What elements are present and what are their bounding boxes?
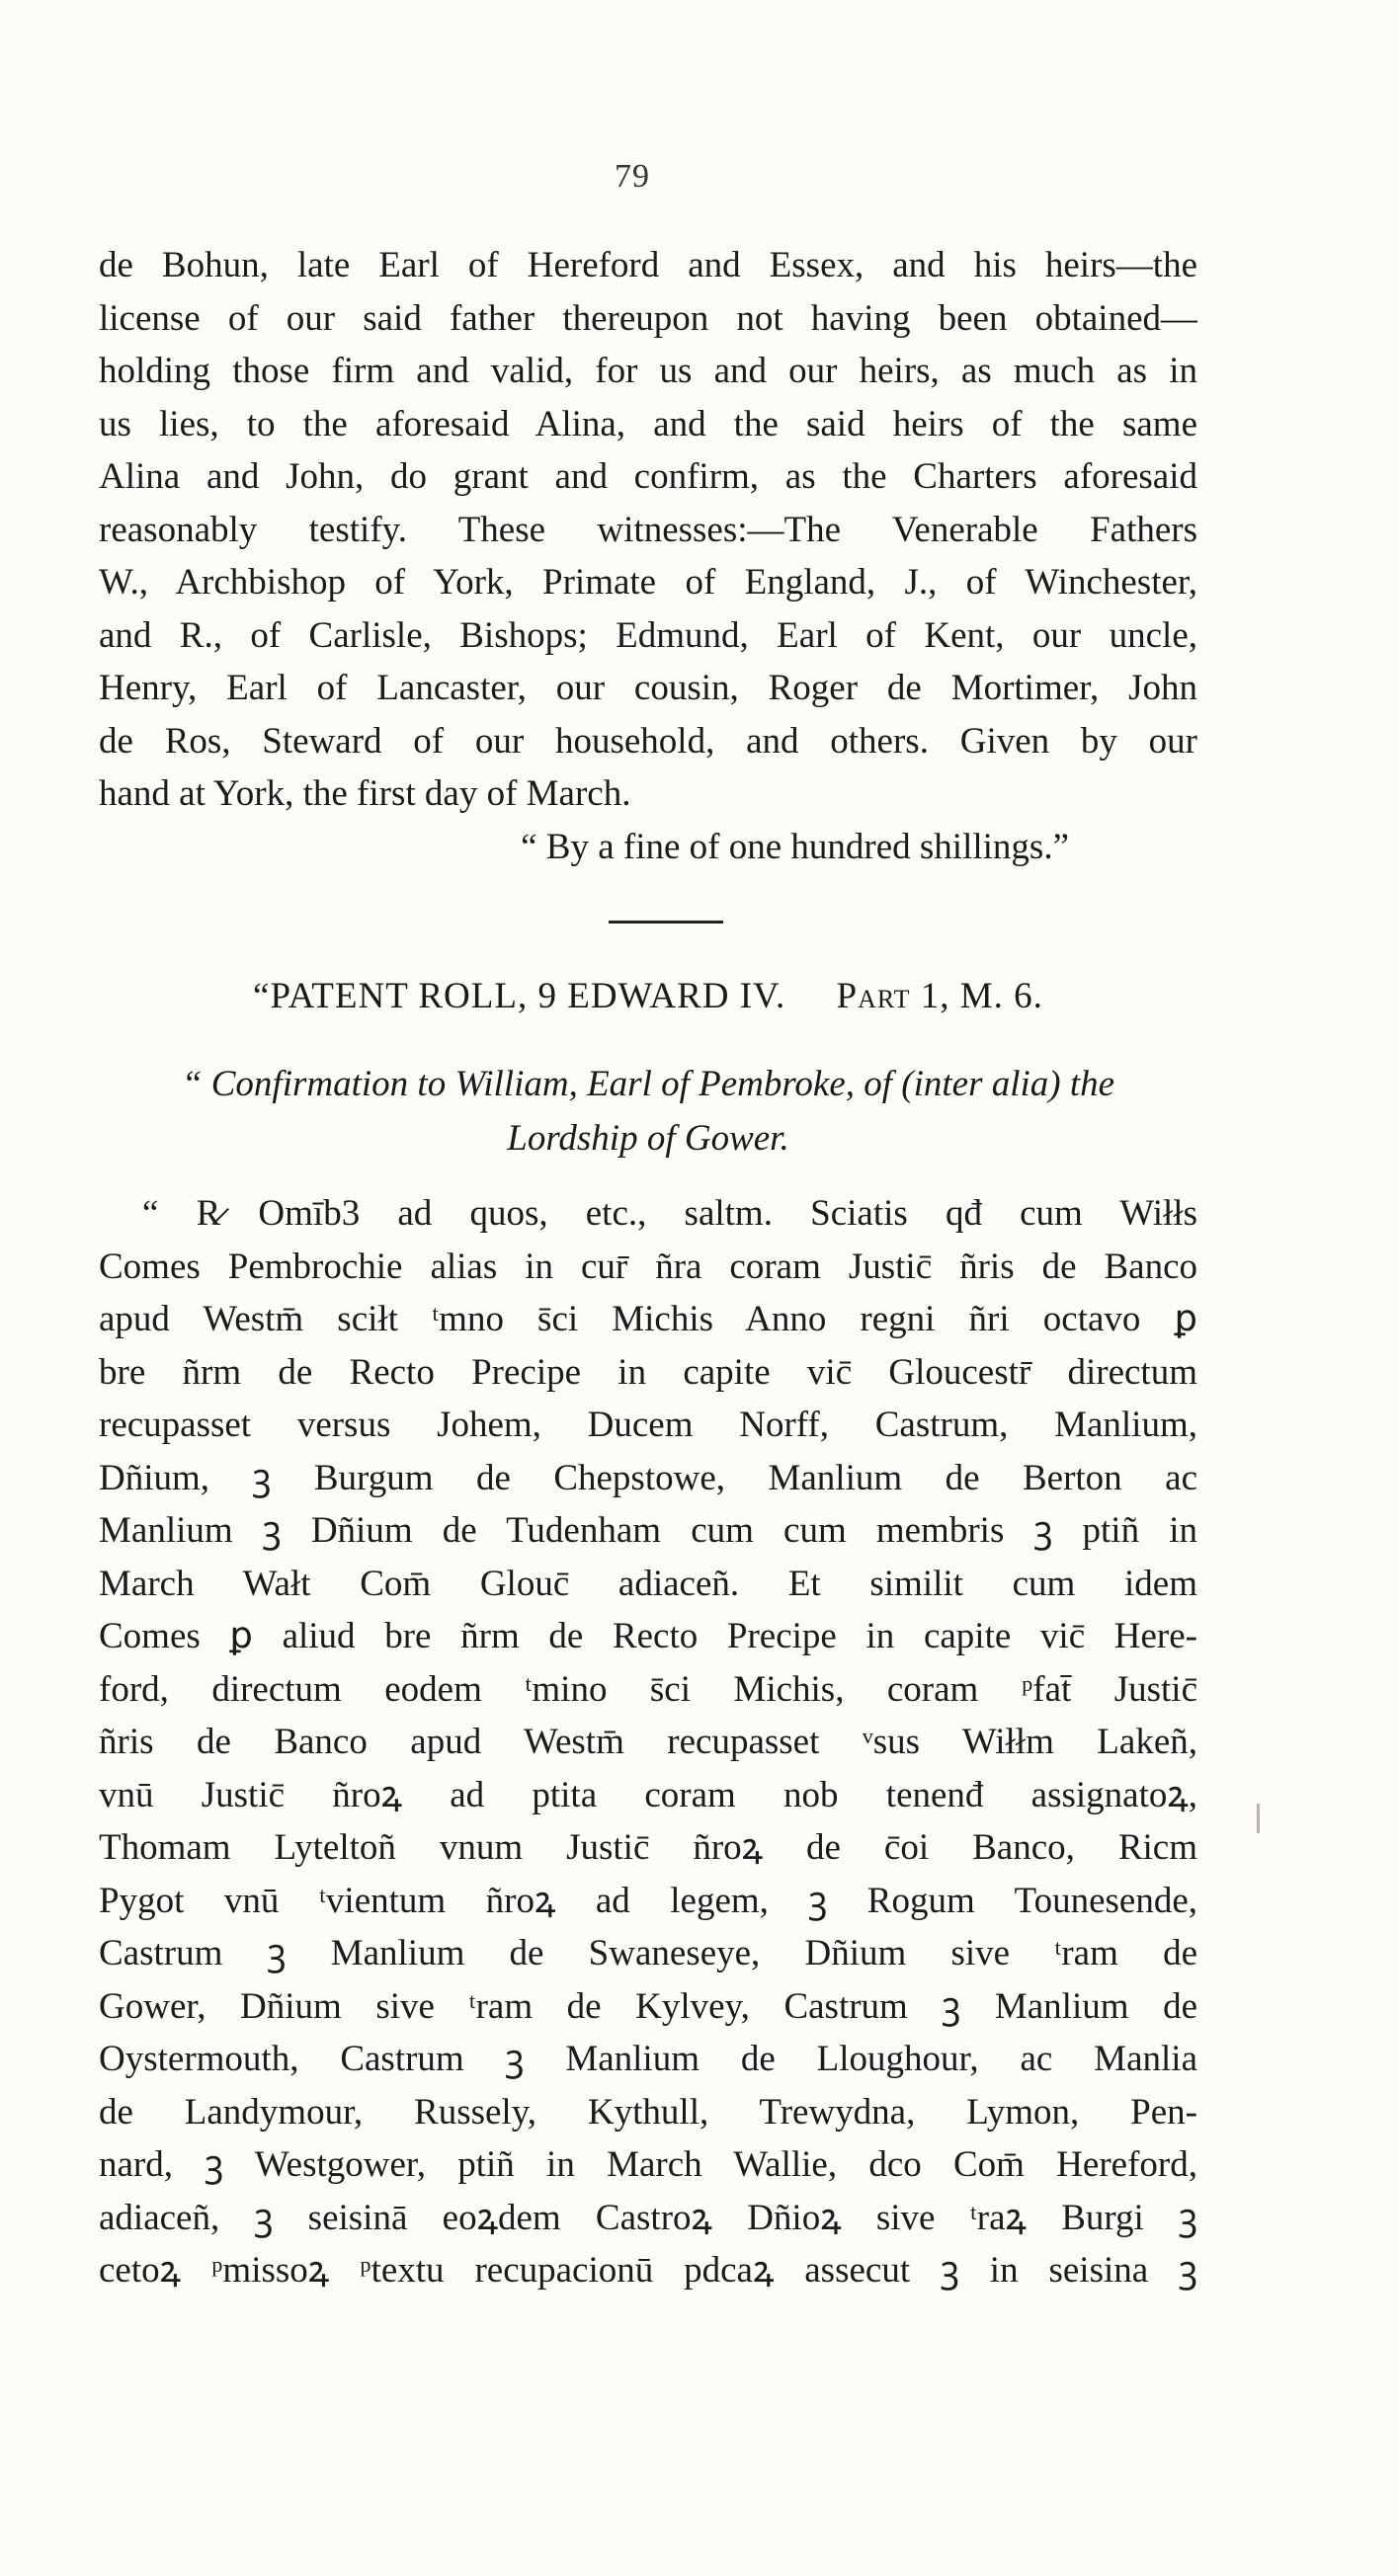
text-line: Thomam Lyteltoñ vnum Justic̄ ñroꝝ de c̄oi Banco, Ricm xyxy=(99,1827,1197,1868)
text-line: W., Archbishop of York, Primate of England, J., of Winchester, xyxy=(99,562,1197,603)
text-line: nard, ꝫ Westgower, ptiñ in March Wallie, dco Com̄ Hereford, xyxy=(99,2144,1197,2185)
text-line: Henry, Earl of Lancaster, our cousin, Roger de Mortimer, John xyxy=(99,668,1197,708)
section-subtitle xyxy=(99,1057,1197,1166)
text-line: Manlium ꝫ Dñium de Tudenham cum cum membris ꝫ ptiñ in xyxy=(99,1510,1197,1551)
text-line: license of our said father thereupon not having been obtained— xyxy=(99,297,1197,339)
text-line: de Bohun, late Earl of Hereford and Essex, and his heirs—the xyxy=(99,245,1197,285)
text-line: Dñium, ꝫ Burgum de Chepstowe, Manlium de Berton ac xyxy=(99,1457,1197,1498)
section-heading xyxy=(99,970,1197,1022)
section-divider xyxy=(609,921,723,924)
text-line: ford, directum eodem ᵗmino s̄ci Michis, coram ᵖfat̄ Justic̄ xyxy=(99,1668,1197,1710)
heading-part: Part 1, M. 6. xyxy=(836,976,1043,1016)
text-line: ñris de Banco apud Westm̄ recupasset ᵛsus Wiłłm Lakeñ, xyxy=(99,1722,1197,1762)
text-line: Oystermouth, Castrum ꝫ Manlium de Lloughour, ac Manlia xyxy=(99,2039,1197,2079)
closing-line: “ By a fine of one hundred shillings.” xyxy=(521,826,1069,867)
text-line: de Ros, Steward of our household, and others. Given by our xyxy=(99,720,1197,762)
paragraph-charter-confirmation xyxy=(99,239,1197,873)
text-line: vnū Justic̄ ñroꝝ ad ptita coram nob tenenđ assignatoꝝ, xyxy=(99,1774,1197,1815)
text-line: Comes Pembrochie alias in cur̄ ñra coram Justic̄ ñris de Banco xyxy=(99,1246,1197,1287)
text-line: de Landymour, Russely, Kythull, Trewydna, Lymon, Pen- xyxy=(99,2091,1197,2133)
margin-mark xyxy=(1257,1804,1260,1833)
text-line: holding those firm and valid, for us and our heirs, as much as in xyxy=(99,351,1197,391)
text-line: Alina and John, do grant and confirm, as the Charters aforesaid xyxy=(99,456,1197,497)
text-line: hand at York, the first day of March. xyxy=(99,773,631,814)
text-line: March Wałt Com̄ Glouc̄ adiaceñ. Et similit cum idem xyxy=(99,1563,1197,1604)
text-line: Castrum ꝫ Manlium de Swaneseye, Dñium sive ᵗram de xyxy=(99,1933,1197,1973)
heading-main: “PATENT ROLL, 9 EDWARD IV. xyxy=(253,976,786,1016)
text-line: Gower, Dñium sive ᵗram de Kylvey, Castrum ꝫ Manlium de xyxy=(99,1985,1197,2027)
subtitle-line: Lordship of Gower. xyxy=(507,1118,789,1159)
page-number: 79 xyxy=(615,158,650,195)
text-line: recupasset versus Johem, Ducem Norff, Castrum, Manlium, xyxy=(99,1405,1197,1445)
text-line: and R., of Carlisle, Bishops; Edmund, Earl of Kent, our uncle, xyxy=(99,614,1197,656)
text-line: bre ñrm de Recto Precipe in capite vic̄ Gloucestr̄ directum xyxy=(99,1351,1197,1393)
text-line: us lies, to the aforesaid Alina, and the said heirs of the same xyxy=(99,403,1197,444)
text-line: adiaceñ, ꝫ seisinā eoꝝdem Castroꝝ Dñioꝝ sive ᵗraꝝ Burgi ꝫ xyxy=(99,2197,1197,2238)
paragraph-latin-patent xyxy=(99,1187,1197,2297)
text-line: Pygot vnū ᵗvientum ñroꝝ ad legem, ꝫ Rogum Tounesende, xyxy=(99,1880,1197,1921)
text-line: reasonably testify. These witnesses:—The Venerable Fathers xyxy=(99,509,1197,550)
text-line: “ R̷ Omīb3 ad quos, etc., saltm. Sciatis qđ cum Wiłłs xyxy=(142,1193,1197,1234)
subtitle-line: “ Confirmation to William, Earl of Pembroke, of (inter alia) the xyxy=(181,1064,1115,1104)
text-line: apud Westm̄ sciłt ᵗmno s̄ci Michis Anno regni ñri octavo ꝑ xyxy=(99,1299,1197,1339)
text-line: Comes ꝑ aliud bre ñrm de Recto Precipe in capite vic̄ Here- xyxy=(99,1616,1197,1656)
text-line: cetoꝝ ᵖmissoꝝ ᵖtextu recupacionū pdcaꝝ assecut ꝫ in seisina ꝫ xyxy=(99,2250,1197,2291)
